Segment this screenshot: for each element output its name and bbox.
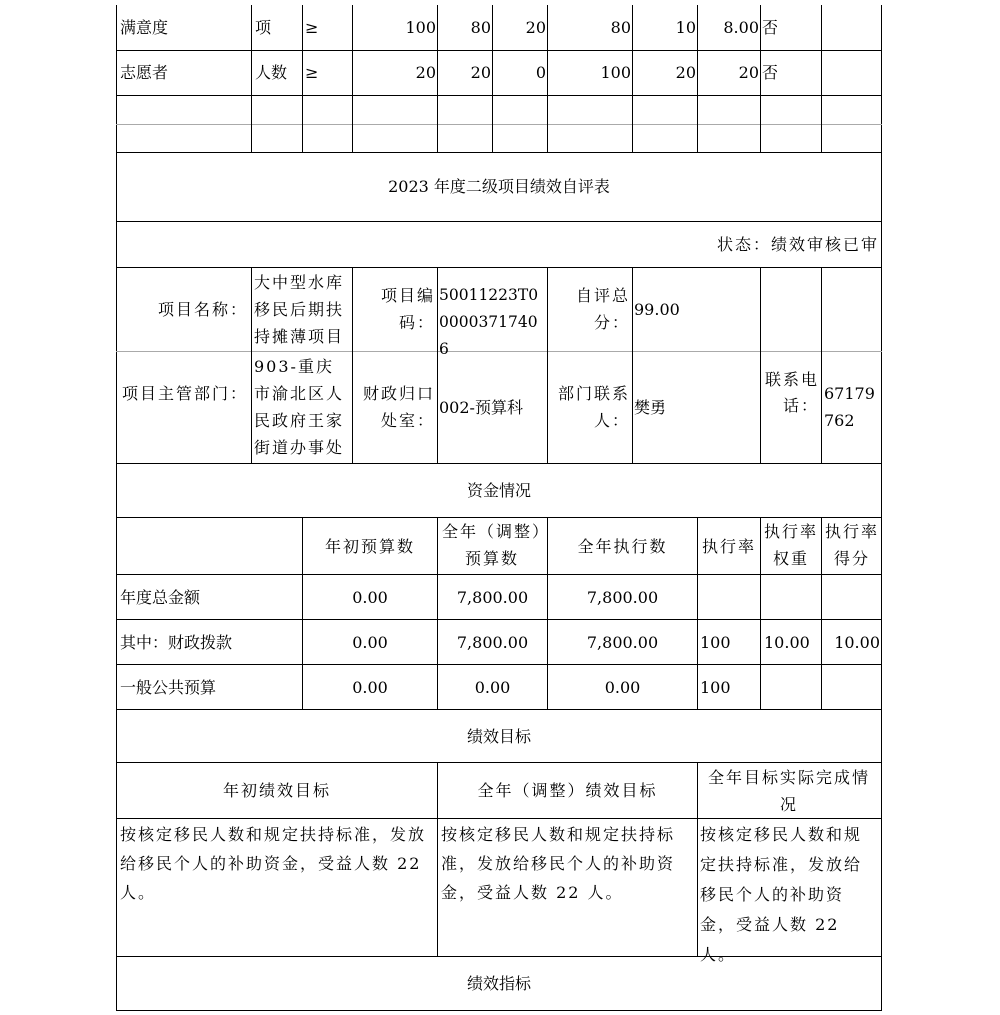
funds-score bbox=[823, 665, 880, 709]
finance-office-label: 财政归口处室： bbox=[362, 384, 435, 430]
project-code-value: 50011223T000003717406 bbox=[439, 286, 539, 358]
self-score-value: 99.00 bbox=[634, 300, 680, 319]
indicator-value: 0 bbox=[535, 63, 546, 82]
funds-executed: 0.00 bbox=[604, 677, 641, 697]
funds-budget: 0.00 bbox=[352, 632, 388, 652]
indicator-flag: 否 bbox=[762, 63, 779, 82]
goals-header-initial: 年初绩效目标 bbox=[222, 781, 331, 800]
project-name-value: 大中型水库移民后期扶持摊薄项目 bbox=[254, 273, 345, 346]
finance-office-value: 002-预算科 bbox=[439, 398, 523, 417]
indicator-name: 志愿者 bbox=[120, 63, 169, 82]
funds-weight bbox=[764, 575, 820, 619]
funds-adjusted: 7,800.00 bbox=[456, 632, 529, 652]
indicator-value: 80 bbox=[610, 18, 631, 37]
funds-executed: 7,800.00 bbox=[586, 632, 659, 652]
funds-header: 执行率 bbox=[701, 536, 756, 556]
goals-header-adjusted: 全年（调整）绩效目标 bbox=[477, 781, 658, 800]
phone-value: 67179762 bbox=[824, 384, 875, 430]
indicator-score: 8.00 bbox=[723, 18, 759, 37]
contact-value: 樊勇 bbox=[634, 398, 667, 417]
indicator-name: 满意度 bbox=[120, 18, 169, 37]
dept-value: 903-重庆市渝北区人民政府王家街道办事处 bbox=[254, 357, 345, 457]
indicator-value: 80 bbox=[470, 18, 491, 37]
funds-header: 执行率权重 bbox=[763, 522, 818, 568]
funds-header: 全年执行数 bbox=[577, 536, 668, 556]
funds-budget: 0.00 bbox=[352, 587, 388, 607]
phone-label: 联系电话： bbox=[764, 370, 819, 415]
indicator-value: 20 bbox=[470, 63, 491, 82]
funds-budget: 0.00 bbox=[352, 677, 388, 697]
goals-header-actual: 全年目标实际完成情况 bbox=[707, 768, 870, 814]
indicator-score: 20 bbox=[738, 63, 759, 82]
funds-row-label: 其中：财政拨款 bbox=[120, 632, 233, 652]
self-score-label: 自评总分： bbox=[575, 286, 630, 332]
indicator-operator: ≥ bbox=[305, 63, 319, 82]
funds-rate: 100 bbox=[700, 632, 731, 652]
funds-header: 全年（调整）预算数 bbox=[441, 522, 542, 568]
funds-section-title: 资金情况 bbox=[466, 481, 531, 500]
indicator-value: 20 bbox=[525, 18, 546, 37]
funds-weight bbox=[764, 665, 820, 709]
indicator-value: 10 bbox=[675, 18, 696, 37]
funds-header: 执行率得分 bbox=[824, 522, 879, 568]
table-title: 2023 年度二级项目绩效自评表 bbox=[388, 177, 610, 196]
indicator-value: 20 bbox=[415, 63, 436, 82]
funds-row-label: 一般公共预算 bbox=[120, 677, 217, 697]
funds-adjusted: 7,800.00 bbox=[456, 587, 529, 607]
indicator-operator: ≥ bbox=[305, 18, 319, 37]
contact-label: 部门联系人： bbox=[557, 384, 630, 430]
indicators-section-title: 绩效指标 bbox=[466, 974, 531, 993]
goal-adjusted-text: 按核定移民人数和规定扶持标准，发放给移民个人的补助资金，受益人数 22 人。 bbox=[441, 825, 676, 902]
funds-rate: 100 bbox=[700, 677, 731, 697]
funds-adjusted: 0.00 bbox=[474, 677, 511, 697]
funds-score bbox=[823, 575, 880, 619]
funds-rate bbox=[700, 575, 759, 619]
funds-executed: 7,800.00 bbox=[586, 587, 659, 607]
goals-section-title: 绩效目标 bbox=[466, 726, 531, 746]
status-text: 状态：绩效审核已审 bbox=[716, 235, 879, 254]
indicator-value: 100 bbox=[600, 63, 631, 82]
funds-row-label: 年度总金额 bbox=[120, 587, 201, 607]
indicator-unit: 人数 bbox=[255, 63, 288, 82]
goal-initial-text: 按核定移民人数和规定扶持标准，发放给移民个人的补助资金，受益人数 22 人。 bbox=[120, 825, 427, 902]
indicator-value: 100 bbox=[405, 18, 436, 37]
funds-score: 10.00 bbox=[834, 632, 880, 652]
indicator-flag: 否 bbox=[762, 18, 779, 37]
funds-header: 年初预算数 bbox=[324, 536, 415, 556]
dept-label: 项目主管部门： bbox=[121, 384, 248, 403]
indicator-value: 20 bbox=[675, 63, 696, 82]
indicator-unit: 项 bbox=[255, 18, 272, 37]
project-code-label: 项目编码： bbox=[380, 286, 435, 332]
project-name-label: 项目名称： bbox=[157, 300, 248, 319]
funds-weight: 10.00 bbox=[764, 632, 810, 652]
goal-actual-text: 按核定移民人数和规定扶持标准，发放给移民个人的补助资金，受益人数 22 人。 bbox=[700, 825, 863, 964]
